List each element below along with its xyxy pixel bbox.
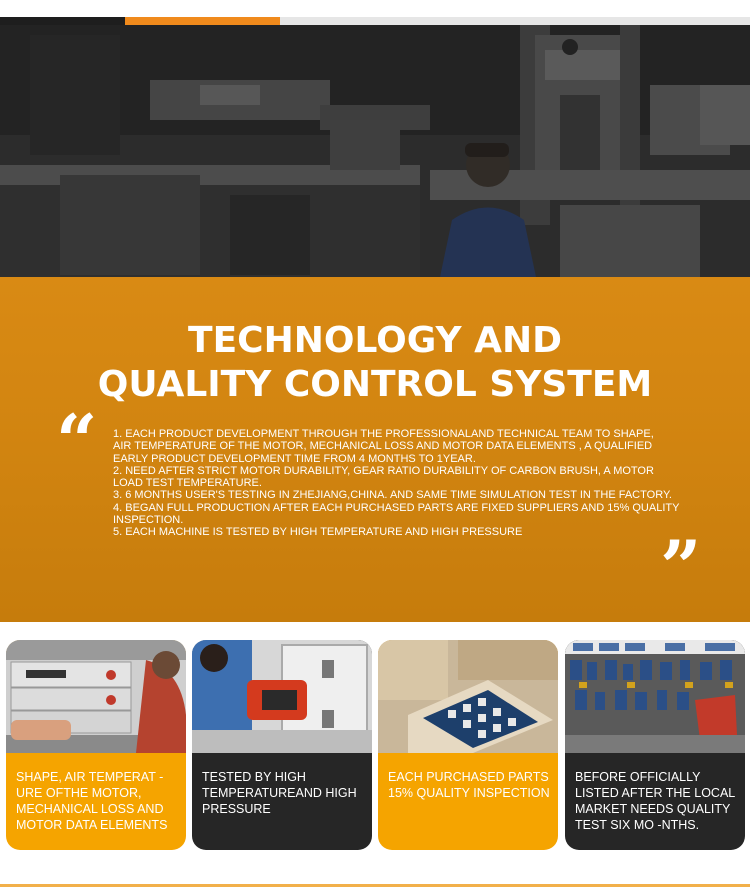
panel-title-line1: TECHNOLOGY AND [188,320,562,361]
lab-photo [0,25,750,277]
list-item: AIR TEMPERATURE OF THE MOTOR, MECHANICAL LOSS AND MOTOR DATA ELEMENTS , A QUALIFIED [113,440,653,453]
section-separator [0,622,750,638]
card-caption [192,753,372,850]
card-purchased-parts [378,640,558,850]
lab-scene [0,25,750,277]
close-quote-icon: ” [660,524,702,609]
quality-points-list [113,428,703,539]
quality-control-panel [0,277,750,622]
top-decor-strip [0,0,750,25]
card-caption-text: TESTED BY HIGH TEMPERATUREAND HIGH PRESSURE [202,770,357,816]
card-caption-text: SHAPE, AIR TEMPERAT -URE OFTHE MOTOR, MECHANICAL LOSS AND MOTOR DATA ELEMENTS [16,770,168,832]
card-photo-showroom [565,640,745,753]
card-photo-chamber [192,640,372,753]
list-item: 2. NEED AFTER STRICT MOTOR DURABILITY, GEAR RATIO DURABILITY OF CARBON BRUSH, A MOTOR [113,464,654,477]
list-item: 4. BEGAN FULL PRODUCTION AFTER EACH PURCHASED PARTS ARE FIXED SUPPLIERS AND 15% QUALITY [113,501,680,514]
list-item: 5. EACH MACHINE IS TESTED BY HIGH TEMPERATURE AND HIGH PRESSURE [113,526,523,539]
card-caption [565,753,745,850]
test-equipment-illustration [6,640,186,753]
showroom-illustration [565,640,745,753]
panel-title-line2: QUALITY CONTROL SYSTEM [97,364,653,405]
card-motor-data [6,640,186,850]
open-quote-icon: “ [56,398,98,483]
card-photo-test-equipment [6,640,186,753]
card-caption-text: EACH PURCHASED PARTS 15% QUALITY INSPECTION [388,770,550,800]
list-item: 3. 6 MONTHS USER'S TESTING IN ZHEJIANG,CHINA. AND SAME TIME SIMULATION TEST IN THE FACTORY. [113,489,672,502]
card-high-temperature [192,640,372,850]
list-item: INSPECTION. [113,514,184,527]
decor-bar-orange [125,17,280,25]
list-item: LOAD TEST TEMPERATURE. [113,477,262,490]
decor-bar-light [280,17,750,25]
card-caption [6,753,186,850]
decor-bar-dark [0,17,125,25]
card-caption [378,753,558,850]
parts-box-illustration [378,640,558,753]
test-chamber-illustration [192,640,372,753]
card-photo-parts-box [378,640,558,753]
list-item: 1. EACH PRODUCT DEVELOPMENT THROUGH THE PROFESSIONALAND TECHNICAL TEAM TO SHAPE, [113,428,654,440]
list-item: EARLY PRODUCT DEVELOPMENT TIME FROM 4 MONTHS TO 1YEAR. [113,452,476,465]
card-market-test [565,640,745,850]
card-caption-text: BEFORE OFFICIALLY LISTED AFTER THE LOCAL MARKET NEEDS QUALITY TEST SIX MO -NTHS. [575,770,735,832]
